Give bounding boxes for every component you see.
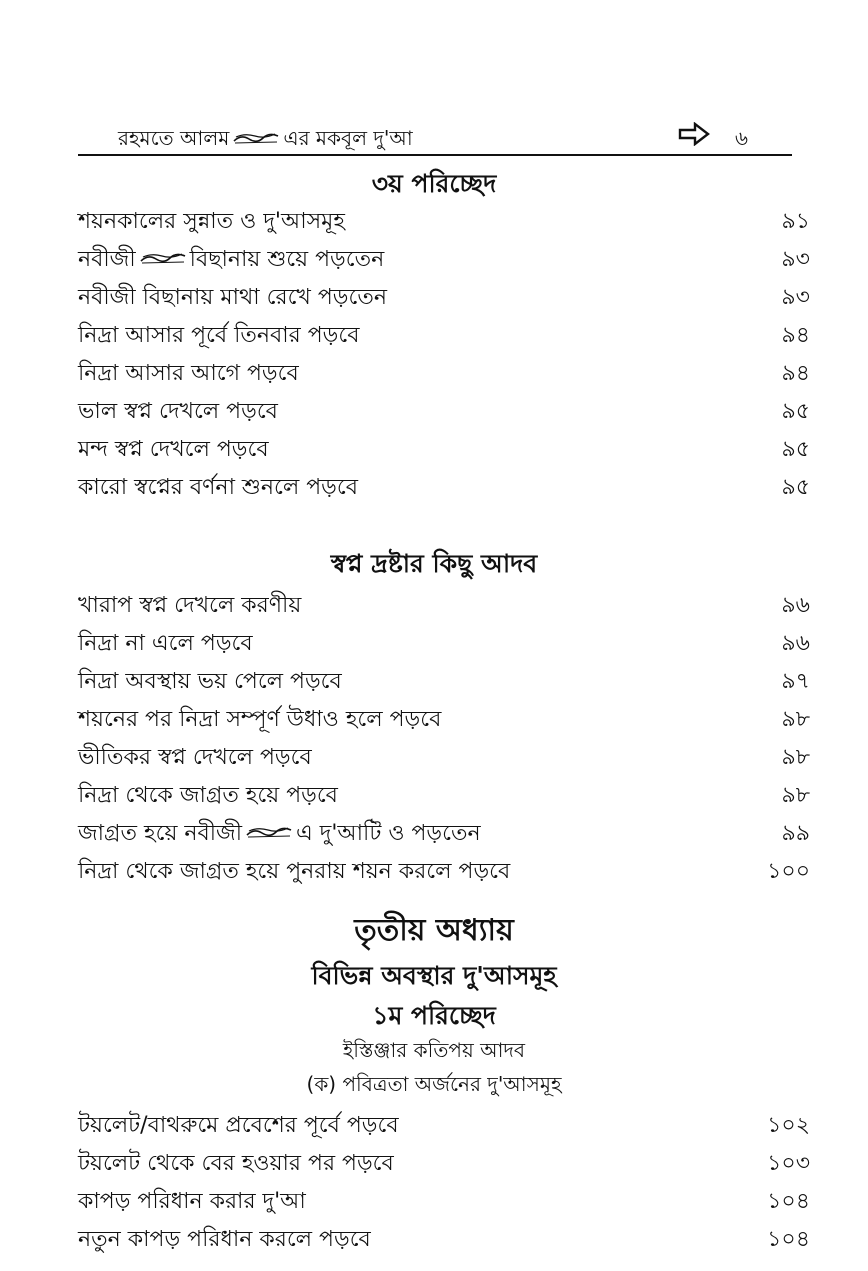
- toc-entry[interactable]: [78, 1142, 818, 1180]
- salawat-calligraphy-icon: [246, 826, 292, 838]
- toc-entry-title-end: এ দু'আটি ও পড়তেন: [296, 821, 481, 846]
- toc-entry[interactable]: [78, 850, 818, 888]
- toc-entry[interactable]: [78, 736, 818, 774]
- toc-entry[interactable]: [78, 352, 818, 390]
- toc-entry-title: টয়লেট/বাথরুমে প্রবেশের পূর্বে পড়বে: [78, 1113, 399, 1138]
- toc-entry-page: ১০৪: [767, 1189, 810, 1214]
- toc-entry-page: ৯৮: [781, 707, 810, 732]
- toc-entry-title: [78, 816, 481, 853]
- toc-entry-page: ৯৮: [781, 783, 810, 808]
- toc-entry-page: ৯৪: [781, 323, 810, 348]
- toc-entry-page: ৯১: [781, 209, 810, 234]
- toc-entry-title: নিদ্রা অবস্থায় ভয় পেলে পড়বে: [78, 669, 342, 694]
- toc-entry-title: নতুন কাপড় পরিধান করলে পড়বে: [78, 1227, 371, 1252]
- running-title-start: রহমতে আলম: [118, 126, 230, 150]
- toc-entry-title: নিদ্রা আসার পূর্বে তিনবার পড়বে: [78, 323, 360, 348]
- toc-entry-page: ১০৪: [767, 1227, 810, 1252]
- running-title: [118, 124, 413, 157]
- toc-entry-page: ১০৩: [767, 1151, 810, 1176]
- toc-entry[interactable]: [78, 1104, 818, 1142]
- subsection-heading-istinja: ইস্তিঞ্জার কতিপয় আদব: [342, 1038, 526, 1062]
- toc-list-section-3: [78, 1104, 818, 1256]
- salawat-calligraphy-icon: [233, 132, 279, 144]
- toc-list-section-1: [78, 200, 818, 504]
- chapter-subtitle: বিভিন্ন অবস্থার দু'আসমূহ: [311, 961, 557, 990]
- toc-entry-page: ৯৫: [781, 437, 810, 462]
- subsection-heading-purification: (ক) পবিত্রতা অর্জনের দু'আসমূহ: [306, 1072, 562, 1096]
- toc-entry[interactable]: [78, 428, 818, 466]
- toc-entry-title: নিদ্রা না এলে পড়বে: [78, 631, 253, 656]
- toc-entry-title: নিদ্রা থেকে জাগ্রত হয়ে পড়বে: [78, 783, 338, 808]
- toc-entry-title: নবীজী বিছানায় মাথা রেখে পড়তেন: [78, 285, 387, 310]
- salawat-calligraphy-icon: [140, 252, 186, 264]
- toc-entry-page: ৯৯: [781, 821, 810, 846]
- right-arrow-icon: [678, 122, 710, 146]
- toc-entry[interactable]: [78, 466, 818, 504]
- toc-list-section-2: [78, 584, 818, 888]
- section-heading-dream-etiquette: স্বপ্ন দ্রষ্টার কিছু আদব: [330, 549, 538, 578]
- toc-entry-page: ৯৫: [781, 475, 810, 500]
- toc-entry[interactable]: [78, 276, 818, 314]
- toc-entry-page: ৯৬: [781, 631, 810, 656]
- toc-entry[interactable]: [78, 314, 818, 352]
- toc-entry[interactable]: [78, 390, 818, 428]
- toc-entry[interactable]: [78, 238, 818, 276]
- toc-entry-title: ভাল স্বপ্ন দেখলে পড়বে: [78, 399, 278, 424]
- toc-entry-page: ৯৭: [781, 669, 810, 694]
- toc-entry[interactable]: [78, 698, 818, 736]
- toc-entry-title: [78, 242, 384, 279]
- toc-entry-page: ৯৪: [781, 361, 810, 386]
- toc-entry-title: শয়নকালের সুন্নাত ও দু'আসমূহ: [78, 209, 345, 234]
- toc-entry-page: ৯৩: [781, 247, 810, 272]
- toc-entry-title: কাপড় পরিধান করার দু'আ: [78, 1189, 306, 1214]
- toc-entry-title: নিদ্রা আসার আগে পড়বে: [78, 361, 299, 386]
- toc-entry-title-end: বিছানায় শুয়ে পড়তেন: [189, 247, 385, 272]
- toc-entry[interactable]: [78, 584, 818, 622]
- toc-entry[interactable]: [78, 1180, 818, 1218]
- toc-entry-title: ভীতিকর স্বপ্ন দেখলে পড়বে: [78, 745, 312, 770]
- toc-entry-page: ১০২: [767, 1113, 810, 1138]
- toc-entry-page: ৯৬: [781, 593, 810, 618]
- toc-entry[interactable]: [78, 660, 818, 698]
- toc-entry-title: শয়নের পর নিদ্রা সম্পূর্ণ উধাও হলে পড়বে: [78, 707, 442, 732]
- toc-entry-page: ৯৫: [781, 399, 810, 424]
- toc-entry[interactable]: [78, 812, 818, 850]
- toc-entry-page: ৯৮: [781, 745, 810, 770]
- toc-entry[interactable]: [78, 774, 818, 812]
- running-header: [78, 120, 792, 156]
- toc-entry-page: ৯৩: [781, 285, 810, 310]
- chapter-heading: তৃতীয় অধ্যায়: [354, 913, 514, 948]
- page-number: ৬: [735, 126, 749, 150]
- toc-entry[interactable]: [78, 1218, 818, 1256]
- toc-entry-title: টয়লেট থেকে বের হওয়ার পর পড়বে: [78, 1151, 394, 1176]
- toc-entry-title-start: নবীজী: [78, 247, 136, 272]
- toc-entry-title: মন্দ স্বপ্ন দেখলে পড়বে: [78, 437, 269, 462]
- section-heading-first: ১ম পরিচ্ছেদ: [372, 1001, 496, 1030]
- toc-entry-title: খারাপ স্বপ্ন দেখলে করণীয়: [78, 593, 302, 618]
- toc-entry-title-start: জাগ্রত হয়ে নবীজী: [78, 821, 243, 846]
- toc-entry[interactable]: [78, 622, 818, 660]
- toc-entry-title: কারো স্বপ্নের বর্ণনা শুনলে পড়বে: [78, 475, 358, 500]
- toc-entry-title: নিদ্রা থেকে জাগ্রত হয়ে পুনরায় শয়ন করলে পড়বে: [78, 859, 511, 884]
- running-title-end: এর মকবূল দু'আ: [283, 126, 413, 150]
- section-heading-third: ৩য় পরিচ্ছেদ: [371, 169, 497, 198]
- toc-entry-page: ১০০: [767, 859, 810, 884]
- toc-entry[interactable]: [78, 200, 818, 238]
